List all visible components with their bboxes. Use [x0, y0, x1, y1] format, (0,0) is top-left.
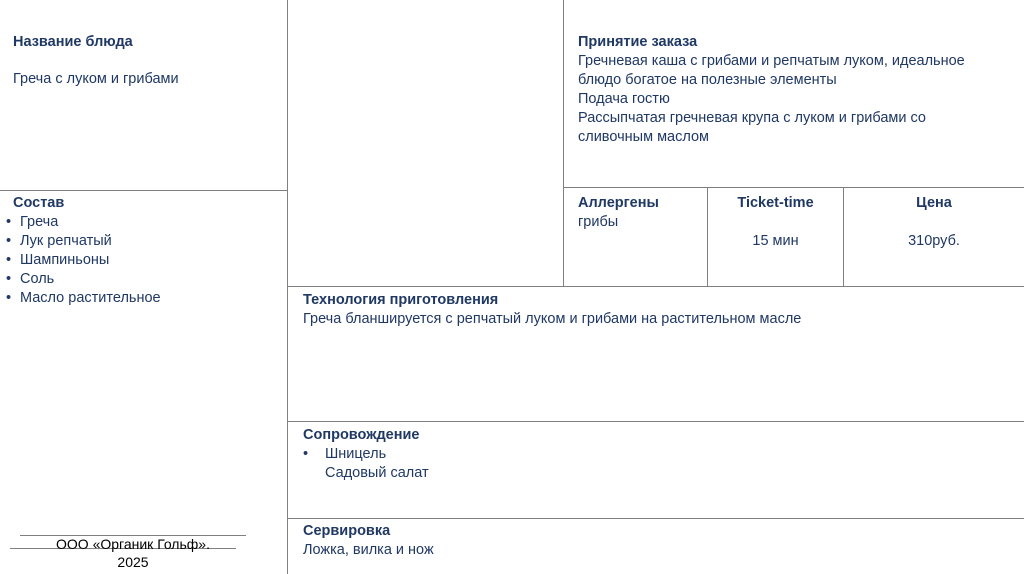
allergens-cell: [578, 194, 703, 232]
accompaniment-item: Садовый салат: [325, 465, 429, 481]
ticket-time-value: 15 мин: [752, 233, 799, 249]
ticket-time-label: Ticket-time: [737, 195, 814, 211]
allergens-value: грибы: [578, 214, 619, 230]
accompaniment-cell: [303, 426, 1018, 483]
composition-item: • Масло растительное: [6, 289, 278, 308]
order-line: Подача гостю: [578, 91, 670, 107]
price-value: 310руб.: [908, 233, 960, 249]
dish-name-value: Греча с луком и грибами: [13, 71, 179, 87]
divider-row-2: [287, 286, 1024, 287]
divider-row-4: [287, 518, 1024, 519]
order-label: Принятие заказа: [578, 34, 698, 50]
divider-middle: [563, 0, 564, 287]
technology-label: Технология приготовления: [303, 292, 499, 308]
accompaniment-item: • Шницель: [303, 445, 1018, 464]
divider-left-row: [0, 190, 288, 191]
allergens-label: Аллергены: [578, 195, 659, 211]
dish-name-cell: [13, 33, 278, 89]
company-name: ООО «Органик Гольф».: [56, 536, 210, 552]
ticket-time-cell: [708, 194, 843, 251]
serving-cell: [303, 522, 1018, 560]
company-footer: [20, 535, 246, 571]
price-cell: [844, 194, 1024, 251]
composition-cell: [13, 194, 278, 308]
divider-right-row-1: [563, 187, 1024, 188]
accompaniment-label: Сопровождение: [303, 427, 420, 443]
composition-item: • Греча: [6, 213, 278, 232]
divider-row-3: [287, 421, 1024, 422]
composition-list: [6, 213, 278, 308]
dish-name-label: Название блюда: [13, 34, 133, 50]
serving-value: Ложка, вилка и нож: [303, 542, 434, 558]
order-line: блюдо богатое на полезные элементы: [578, 72, 837, 88]
divider-left: [287, 0, 288, 574]
composition-item: • Лук репчатый: [6, 232, 278, 251]
composition-item: • Соль: [6, 270, 278, 289]
footer-year: 2025: [117, 554, 149, 570]
composition-label: Состав: [13, 195, 65, 211]
price-label: Цена: [916, 195, 952, 211]
composition-item: • Шампиньоны: [6, 251, 278, 270]
accompaniment-list: [303, 445, 1018, 483]
technology-cell: [303, 291, 1018, 329]
order-line: сливочным маслом: [578, 129, 710, 145]
serving-label: Сервировка: [303, 523, 391, 539]
technology-value: Греча бланшируется с репчатый луком и грибами на растительном масле: [303, 311, 802, 327]
order-line: Рассыпчатая гречневая крупа с луком и грибами со: [578, 110, 926, 126]
order-cell: [578, 33, 1018, 147]
order-line: Гречневая каша с грибами и репчатым луком, идеальное: [578, 53, 965, 69]
